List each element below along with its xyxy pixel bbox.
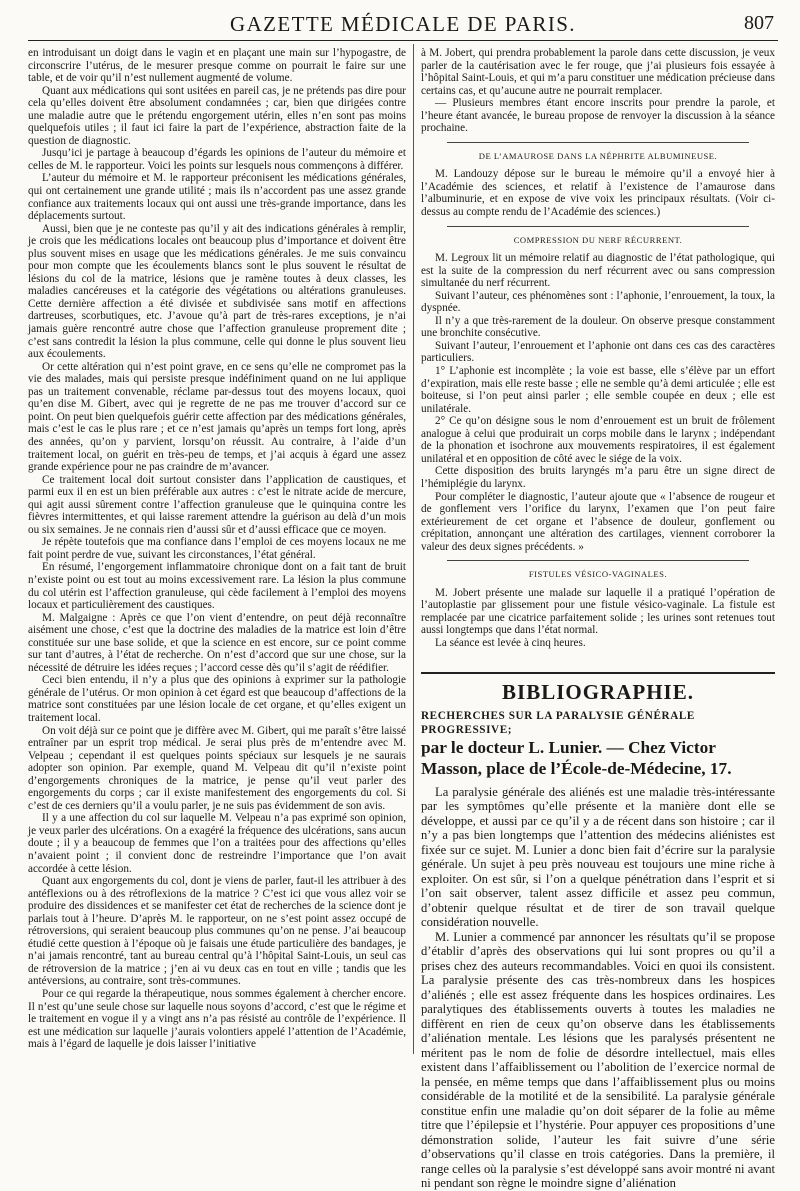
paragraph: Pour ce qui regarde la thérapeutique, nous sommes également à chercher encore. Il n’est qu’une seule chose sur laquelle nous soyons d’accord, c’est que le régime et le traitement en vogue il y a vingt ans n’a pas résisté au contrôle de l’expérience. Il est une médication sur laquelle j’aurais volontiers appelé l’attention de l’Académie, mais à l’égard de laquelle je dois laisser l’initiative (28, 988, 406, 1051)
paragraph: Suivant l’auteur, ces phénomènes sont : l’aphonie, l’enrouement, la toux, la dyspnée. (421, 289, 775, 315)
section-heading-nerf-recurrent: COMPRESSION DU NERF RÉCURRENT. (513, 234, 683, 245)
column-divider (413, 44, 414, 1054)
publication-title: GAZETTE MÉDICALE DE PARIS. (230, 12, 576, 36)
paragraph: Quant aux médications qui sont usitées en pareil cas, je ne prétends pas dire pour cela qu’elles doivent être absolument condamnées ; car, bien que dirigées contre une maladie autre que le prétendu engorgement utérin, elles n’en sont pas moins quelquefois utiles ; il faut ici faire la part de l’expérience, abstraction faite de la question de diagnostic. (28, 84, 406, 147)
paragraph: On voit déjà sur ce point que je diffère avec M. Gibert, qui me paraît s’être laissé entraîner par un esprit trop médical. Je serai plus près de m’entendre avec M. Velpeau ; cependant il est quelques points spéciaux sur lesquels je ne saurais adopter son opinion. Par exemple, quand M. Velpeau dit qu’il n’existe point d’engorgements chroniques de la matrice, je pense qu’il veut parler des engorgements du corps ; car il existe manifestement des engorgements du col. Si c’est de ces derniers qu’il a voulu parler, je ne suis pas évidemment de son avis. (28, 724, 406, 812)
section-heading-amaurose: DE L’AMAUROSE DANS LA NÉPHRITE ALBUMINEUSE. (478, 150, 718, 161)
paragraph: Ceci bien entendu, il n’y a plus que des opinions à exprimer sur la pathologie générale de l’utérus. Or mon opinion à cet égard est que beaucoup d’affections de la matrice sont constituées par une lésion locale de cet organe, et qu’elles exigent un traitement local. (28, 674, 406, 724)
paragraph: Il n’y a que très-rarement de la douleur. On observe presque constamment une bronchite consécutive. (421, 314, 775, 340)
book-author-publisher: par le docteur L. Lunier. — Chez Victor Masson, place de l’École-de-Médecine, 17. (421, 737, 732, 778)
right-column (421, 47, 775, 1191)
section-rule (447, 560, 749, 561)
paragraph: En résumé, l’engorgement inflammatoire chronique dont on a fait tant de bruit n’existe point ou est tout au moins excessivement rare. La lésion la plus commune du col utérin est l’affection granuleuse, qui cède facilement à l’emploi des moyens locaux et particulièrement des caustiques. (28, 561, 406, 612)
paragraph: M. Malgaigne : Après ce que l’on vient d’entendre, on peut déjà reconnaître aisément une chose, c’est que la doctrine des maladies de la matrice est loin d’être constituée sur une base solide, et que la science en est encore, sur ce point comme sur tant d’autres, à l’état de recherche. On n’est d’accord que sur une chose, sur la nécessité de détruire les idées reçues ; l’accord cesse dès qu’il s’agit de réédifier. (28, 611, 406, 674)
paragraph: Cette disposition des bruits laryngés m’a paru être un signe direct de l’hémiplégie du larynx. (421, 465, 775, 490)
book-title: RECHERCHES SUR LA PARALYSIE GÉNÉRALE PROGRESSIVE; (421, 709, 695, 736)
paragraph: en introduisant un doigt dans le vagin et en plaçant une main sur l’hypogastre, de circonscrire l’utérus, de le mesurer presque comme on pourrait le faire sur une table, et de voir qu’il n’est nullement augmenté de volume. (28, 47, 406, 85)
paragraph: — Plusieurs membres étant encore inscrits pour prendre la parole, et l’heure étant avancée, le bureau propose de renvoyer la discussion à la séance prochaine. (421, 97, 775, 135)
section-rule (447, 142, 749, 143)
paragraph: Quant aux engorgements du col, dont je viens de parler, faut-il les attribuer à des antéflexions ou à des rétroflexions de la matrice ? C’est ici que vous allez voir se produire des dissidences et se manifester cet état de recherches de la science dont je parlais tout à l’heure. D’après M. le rapporteur, on ne s’est point assez occupé de rétroversions, qui seraient beaucoup plus communes qu’on ne pense. J’ai beaucoup étudié cette question à l’époque où je faisais une étude particulière des bandages, je n’ai jamais rencontré, tant au bureau central qu’à l’hôpital Saint-Louis, un seul cas de rétroversion de la matrice ; j’en ai vu deux cas en tout en ville ; tandis que les antéversions, au contraire, sont très-communes. (28, 875, 406, 988)
paragraph: Ce traitement local doit surtout consister dans l’application de caustiques, et parmi eux il en est un bien préférable aux autres : c’est le nitrate acide de mercure, qui agit aussi sûrement contre l’affection granuleuse que le quinquina contre les fièvres intermittentes, et qui laisse rarement attendre la guérison au delà d’un mois ou six semaines. Je ne connais rien d’aussi sûr et d’aussi efficace que ce moyen. (28, 473, 406, 536)
paragraph: Aussi, bien que je ne conteste pas qu’il y ait des indications générales à remplir, je crois que les médications locales ont beaucoup plus d’importance et doivent être plus souvent mises en usage que les médications générales. Je me suis convaincu pour mon compte que les écoulements blancs sont le plus souvent le résultat de lésions du col de la matrice, lésions que je ramène toutes à deux classes, les maladies cancéreuses et la catégorie des végétations ou altérations granuleuses. Cette dernière affection a été divisée et subdivisée sans motif en affections dartreuses, scorbutiques, etc. J’avoue qu’à part de très-rares exceptions, je n’ai jamais guère rencontré autre chose que l’affection granuleuse proprement dite ; c’est sans contredit la lésion la plus commune, celle qui donne le plus souvent lieu aux écoulements. (28, 222, 406, 361)
bibliography-title: BIBLIOGRAPHIE. (502, 679, 694, 704)
paragraph: Il y a une affection du col sur laquelle M. Velpeau n’a pas exprimé son opinion, je veux parler des ulcérations. On a exagéré la fréquence des ulcérations, sans aucun doute ; il y a beaucoup de femmes que l’on a traitées pour des affections qu’elles n’avaient point ; il convient donc de restreindre l’importance que l’on avait accordée à cette lésion. (28, 812, 406, 875)
paragraph: Pour compléter le diagnostic, l’auteur ajoute que « l’absence de rougeur et de gonflement vers l’orifice du larynx, l’examen que l’on peut faire extérieurement de cet organe et l’absence de douleur, gonflement ou crépitation, annonçant une altération des cartilages, viennent corroborer la valeur des deux signes précédents. » (421, 490, 775, 553)
section-rule (447, 226, 749, 227)
paragraph: à M. Jobert, qui prendra probablement la parole dans cette discussion, je veux parler de la cautérisation avec le fer rouge, que j’ai plusieurs fois essayée à l’hôpital Saint-Louis, et qui m’a paru constituer une médication précieuse dans certains cas, et qu’aucune autre ne pourrait remplacer. (421, 47, 775, 97)
paragraph: La paralysie générale des aliénés est une maladie très-intéressante par les symptômes qu’elle présente et la manière dont elle se développe, et aussi par ce qu’il y a de récent dans son histoire ; car il n’y a pas bien longtemps que l’attention des médecins aliénistes est fixée sur ce sujet. M. Lunier a donc bien fait d’écrire sur la paralysie générale. Un sujet à peu près nouveau est toujours une mine riche à exploiter. On est sûr, si l’on a quelque pénétration dans l’esprit et si l’on sait observer, talent assez difficile et assez peu commun, d’obtenir quelque résultat et de tirer de son travail quelque considération nouvelle. (421, 784, 775, 930)
review-body (421, 785, 775, 1191)
paragraph: 1° L’aphonie est incomplète ; la voie est basse, elle s’élève par un effort d’expiration, mais elle reste basse ; elle ne semble qu’à demi articulée ; elle est boiteuse, si l’on peut ainsi parler ; elle semble coupée en deux ; elle est unilatérale. (421, 365, 775, 415)
paragraph: 2° Ce qu’on désigne sous le nom d’enrouement est un bruit de frôlement analogue à celui que produirait un corps mobile dans le larynx ; indépendant de la phonation et isochrone aux mouvements respiratoires, il est également unilatéral et en opposition de côté avec le siége de la voix. (421, 415, 775, 465)
paragraph: M. Jobert présente une malade sur laquelle il a pratiqué l’opération de l’autoplastie par glissement pour une fistule vésico-vaginale. La fistule est remplacée par une cicatrice parfaitement solide ; les urines sont retenues tout aussi longtemps que dans l’état normal. (421, 586, 775, 637)
paragraph: M. Legroux lit un mémoire relatif au diagnostic de l’état pathologique, qui est la suite de la compression du nerf récurrent avec ou sans compression simultanée du nerf récurrent. (421, 252, 775, 290)
page-header (28, 10, 778, 41)
paragraph: Suivant l’auteur, l’enrouement et l’aphonie ont dans ces cas des caractères particuliers. (421, 339, 775, 365)
left-column (28, 47, 406, 1063)
paragraph: La séance est levée à cinq heures. (435, 636, 586, 649)
paragraph: Or cette altération qui n’est point grave, en ce sens qu’elle ne compromet pas la vie des malades, mais qui persiste presque indéfiniment quand on ne lui applique pas un traitement convenable, réclame par-dessus tout des moyens locaux, quoi qu’en dise M. Gibert, avec qui je regrette de ne pas me trouver d’accord sur ce point. On peut bien quelquefois guérir cette affection par des médications générales, mais c’est le cas le plus rare ; et ce n’est jamais qu’après un temps fort long, après des années, qu’on y parvient, lorsqu’on réussit. Au contraire, à l’aide d’un traitement local, on guérit en très-peu de temps, et j’ai acquis à égard une assez grande expérience pour ne pas craindre de m’avancer. (28, 360, 406, 474)
paragraph: M. Lunier a commencé par annoncer les résultats qu’il se propose d’établir d’après des observations qui lui sont propres ou qu’il a prises chez des auteurs recommandables. Voici en quoi ils consistent. La paralysie présente des cas très-nombreux dans les hospices d’aliénés ; elle est assez fréquente dans les hospices ordinaires. Les paralytiques des établissements ouverts à toutes les maladies ne diffèrent en rien de ceux qu’on observe dans les établissements d’aliénation mentale. Les lésions que les paralysés présentent ne méritent pas le nom de folie de désordre intellectuel, mais elles existent dans l’affaiblissement ou l’abolition de l’exercice normal de la pensée, en même temps que dans l’affaiblissement plus ou moins considérable de la motilité et de la sensibilité. La paralysie générale constitue enfin une maladie qu’on doit séparer de la folie au même titre que l’épilepsie et l’hystérie. Pour appuyer ces propositions d’une démonstration solide, l’auteur les fait suivre d’une série d’observations qu’il classe en trois catégories. Dans la première, il range celles où la paralysie s’est développé sans avoir montré ni avant ni pendant son règne le moindre signe d’aliénation (421, 929, 775, 1191)
paragraph: Jusqu’ici je partage à beaucoup d’égards les opinions de l’auteur du mémoire et celles de M. le rapporteur. Voici les points sur lesquels nous commençons à différer. (28, 147, 406, 172)
paragraph: Je répète toutefois que ma confiance dans l’emploi de ces moyens locaux ne me fait point perdre de vue, suivant les circonstances, l’état général. (28, 536, 406, 561)
paragraph: L’auteur du mémoire et M. le rapporteur préconisent les médications générales, qui ont certainement une grande utilité ; mais ils n’accordent pas une assez grande confiance aux traitements locaux qui ont aussi une très-grande importance, dans les déplacements surtout. (28, 172, 406, 223)
bibliography-rule (421, 672, 775, 674)
session-report (421, 47, 775, 650)
page-number: 807 (744, 12, 774, 34)
paragraph: M. Landouzy dépose sur le bureau le mémoire qu’il a envoyé hier à l’Académie des sciences, et relatif à l’existence de l’amaurose dans l’albuminurie, et en expose de vive voix les principaux résultats. (Voir ci-dessus au compte rendu de l’Académie des sciences.) (421, 168, 775, 219)
section-heading-fistules: FISTULES VÉSICO-VAGINALES. (528, 569, 668, 580)
